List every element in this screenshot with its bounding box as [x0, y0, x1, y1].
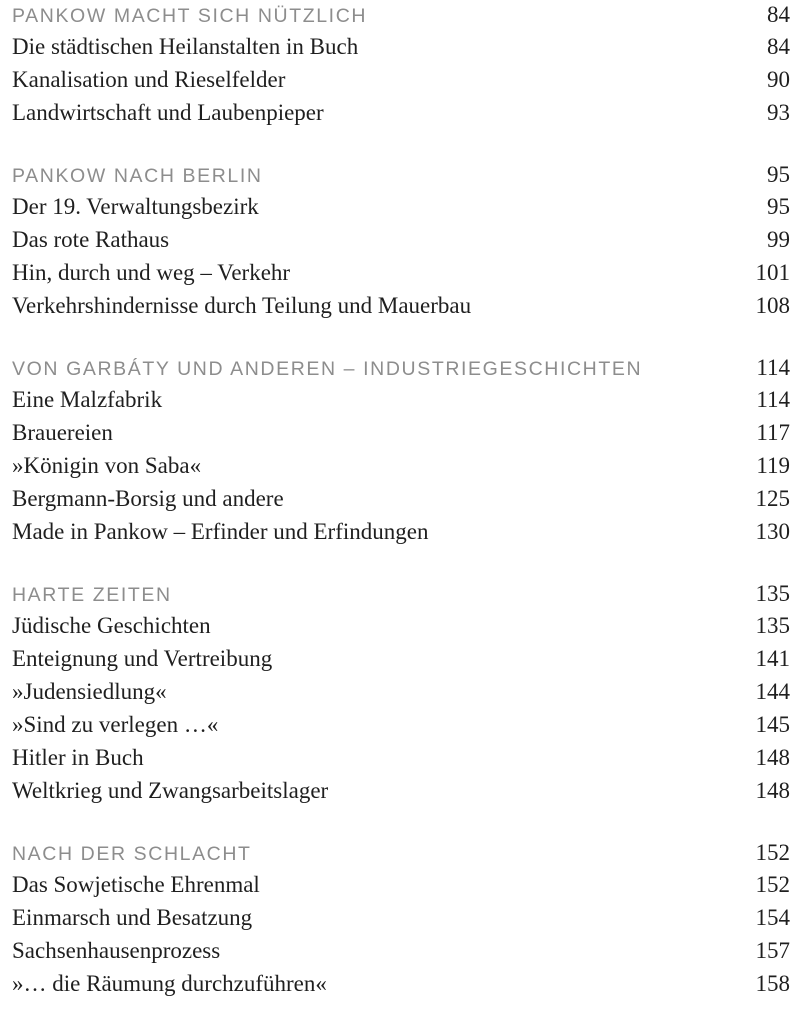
section-page-number: 95 [767, 162, 790, 187]
toc-entry[interactable] [12, 383, 792, 416]
toc-entry[interactable] [12, 482, 792, 515]
entry-title: Sachsenhausenprozess [12, 938, 221, 963]
toc-entry[interactable] [12, 642, 792, 675]
toc-section [12, 0, 792, 129]
section-heading: NACH DER SCHLACHT [12, 843, 252, 865]
entry-page-number: 99 [767, 227, 790, 252]
toc-entry[interactable] [12, 901, 792, 934]
entry-title: Bergmann-Borsig und andere [12, 486, 284, 511]
section-heading: HARTE ZEITEN [12, 584, 172, 606]
entry-title: Der 19. Verwaltungsbezirk [12, 194, 259, 219]
section-heading-row[interactable] [12, 160, 792, 190]
toc-entry[interactable] [12, 449, 792, 482]
entry-page-number: 148 [755, 778, 790, 803]
entry-title: Enteignung und Vertreibung [12, 646, 273, 671]
toc-entry[interactable] [12, 30, 792, 63]
toc-entry[interactable] [12, 96, 792, 129]
section-heading-row[interactable] [12, 353, 792, 383]
toc-entry[interactable] [12, 774, 792, 807]
toc-entry[interactable] [12, 934, 792, 967]
entry-title: »… die Räumung durchzuführen« [12, 971, 327, 996]
entry-page-number: 135 [755, 613, 790, 638]
section-heading-row[interactable] [12, 838, 792, 868]
entry-title: Eine Malzfabrik [12, 387, 163, 412]
section-page-number: 114 [756, 355, 790, 380]
entry-title: Made in Pankow – Erfinder und Erfindungen [12, 519, 429, 544]
entry-title: Verkehrshindernisse durch Teilung und Mauerbau [12, 293, 472, 318]
toc-entry[interactable] [12, 223, 792, 256]
section-heading: PANKOW NACH BERLIN [12, 165, 263, 187]
entry-page-number: 114 [756, 387, 790, 412]
toc-entry[interactable] [12, 190, 792, 223]
section-page-number: 135 [755, 581, 790, 606]
entry-title: Brauereien [12, 420, 113, 445]
entry-title: Landwirtschaft und Laubenpieper [12, 100, 324, 125]
entry-page-number: 93 [767, 100, 790, 125]
entry-page-number: 108 [755, 293, 790, 318]
entry-page-number: 141 [755, 646, 790, 671]
entry-title: »Sind zu verlegen …« [12, 712, 219, 737]
toc-entry[interactable] [12, 416, 792, 449]
entry-page-number: 148 [755, 745, 790, 770]
section-heading-row[interactable] [12, 579, 792, 609]
entry-page-number: 90 [767, 67, 790, 92]
entry-title: Kanalisation und Rieselfelder [12, 67, 286, 92]
toc-entry[interactable] [12, 868, 792, 901]
entry-title: Das Sowjetische Ehrenmal [12, 872, 260, 897]
toc-entry[interactable] [12, 708, 792, 741]
section-heading: VON GARBÁTY UND ANDEREN – INDUSTRIEGESCHICHTEN [12, 358, 643, 380]
entry-page-number: 101 [755, 260, 790, 285]
entry-page-number: 130 [755, 519, 790, 544]
toc-entry[interactable] [12, 515, 792, 548]
entry-page-number: 145 [755, 712, 790, 737]
entry-page-number: 157 [755, 938, 790, 963]
entry-title: »Judensiedlung« [12, 679, 167, 704]
toc-entry[interactable] [12, 967, 792, 1000]
entry-title: Einmarsch und Besatzung [12, 905, 253, 930]
entry-page-number: 144 [755, 679, 790, 704]
entry-page-number: 154 [755, 905, 790, 930]
toc-entry[interactable] [12, 609, 792, 642]
entry-page-number: 125 [755, 486, 790, 511]
entry-title: Hitler in Buch [12, 745, 144, 770]
toc-entry[interactable] [12, 741, 792, 774]
entry-title: »Königin von Saba« [12, 453, 202, 478]
section-heading-row[interactable] [12, 0, 792, 30]
section-page-number: 152 [755, 840, 790, 865]
entry-title: Die städtischen Heilanstalten in Buch [12, 34, 359, 59]
toc-entry[interactable] [12, 63, 792, 96]
toc-entry[interactable] [12, 256, 792, 289]
toc-section [12, 160, 792, 322]
entry-title: Weltkrieg und Zwangsarbeitslager [12, 778, 329, 803]
entry-page-number: 95 [767, 194, 790, 219]
entry-page-number: 117 [756, 420, 790, 445]
entry-page-number: 158 [755, 971, 790, 996]
table-of-contents [12, 0, 792, 1031]
entry-page-number: 119 [756, 453, 790, 478]
toc-section [12, 353, 792, 548]
entry-page-number: 152 [755, 872, 790, 897]
entry-title: Hin, durch und weg – Verkehr [12, 260, 291, 285]
toc-section [12, 579, 792, 807]
toc-section [12, 838, 792, 1000]
toc-entry[interactable] [12, 289, 792, 322]
entry-title: Jüdische Geschichten [12, 613, 211, 638]
toc-entry[interactable] [12, 675, 792, 708]
entry-title: Das rote Rathaus [12, 227, 170, 252]
entry-page-number: 84 [767, 34, 790, 59]
section-heading: PANKOW MACHT SICH NÜTZLICH [12, 5, 368, 27]
section-page-number: 84 [767, 2, 790, 27]
